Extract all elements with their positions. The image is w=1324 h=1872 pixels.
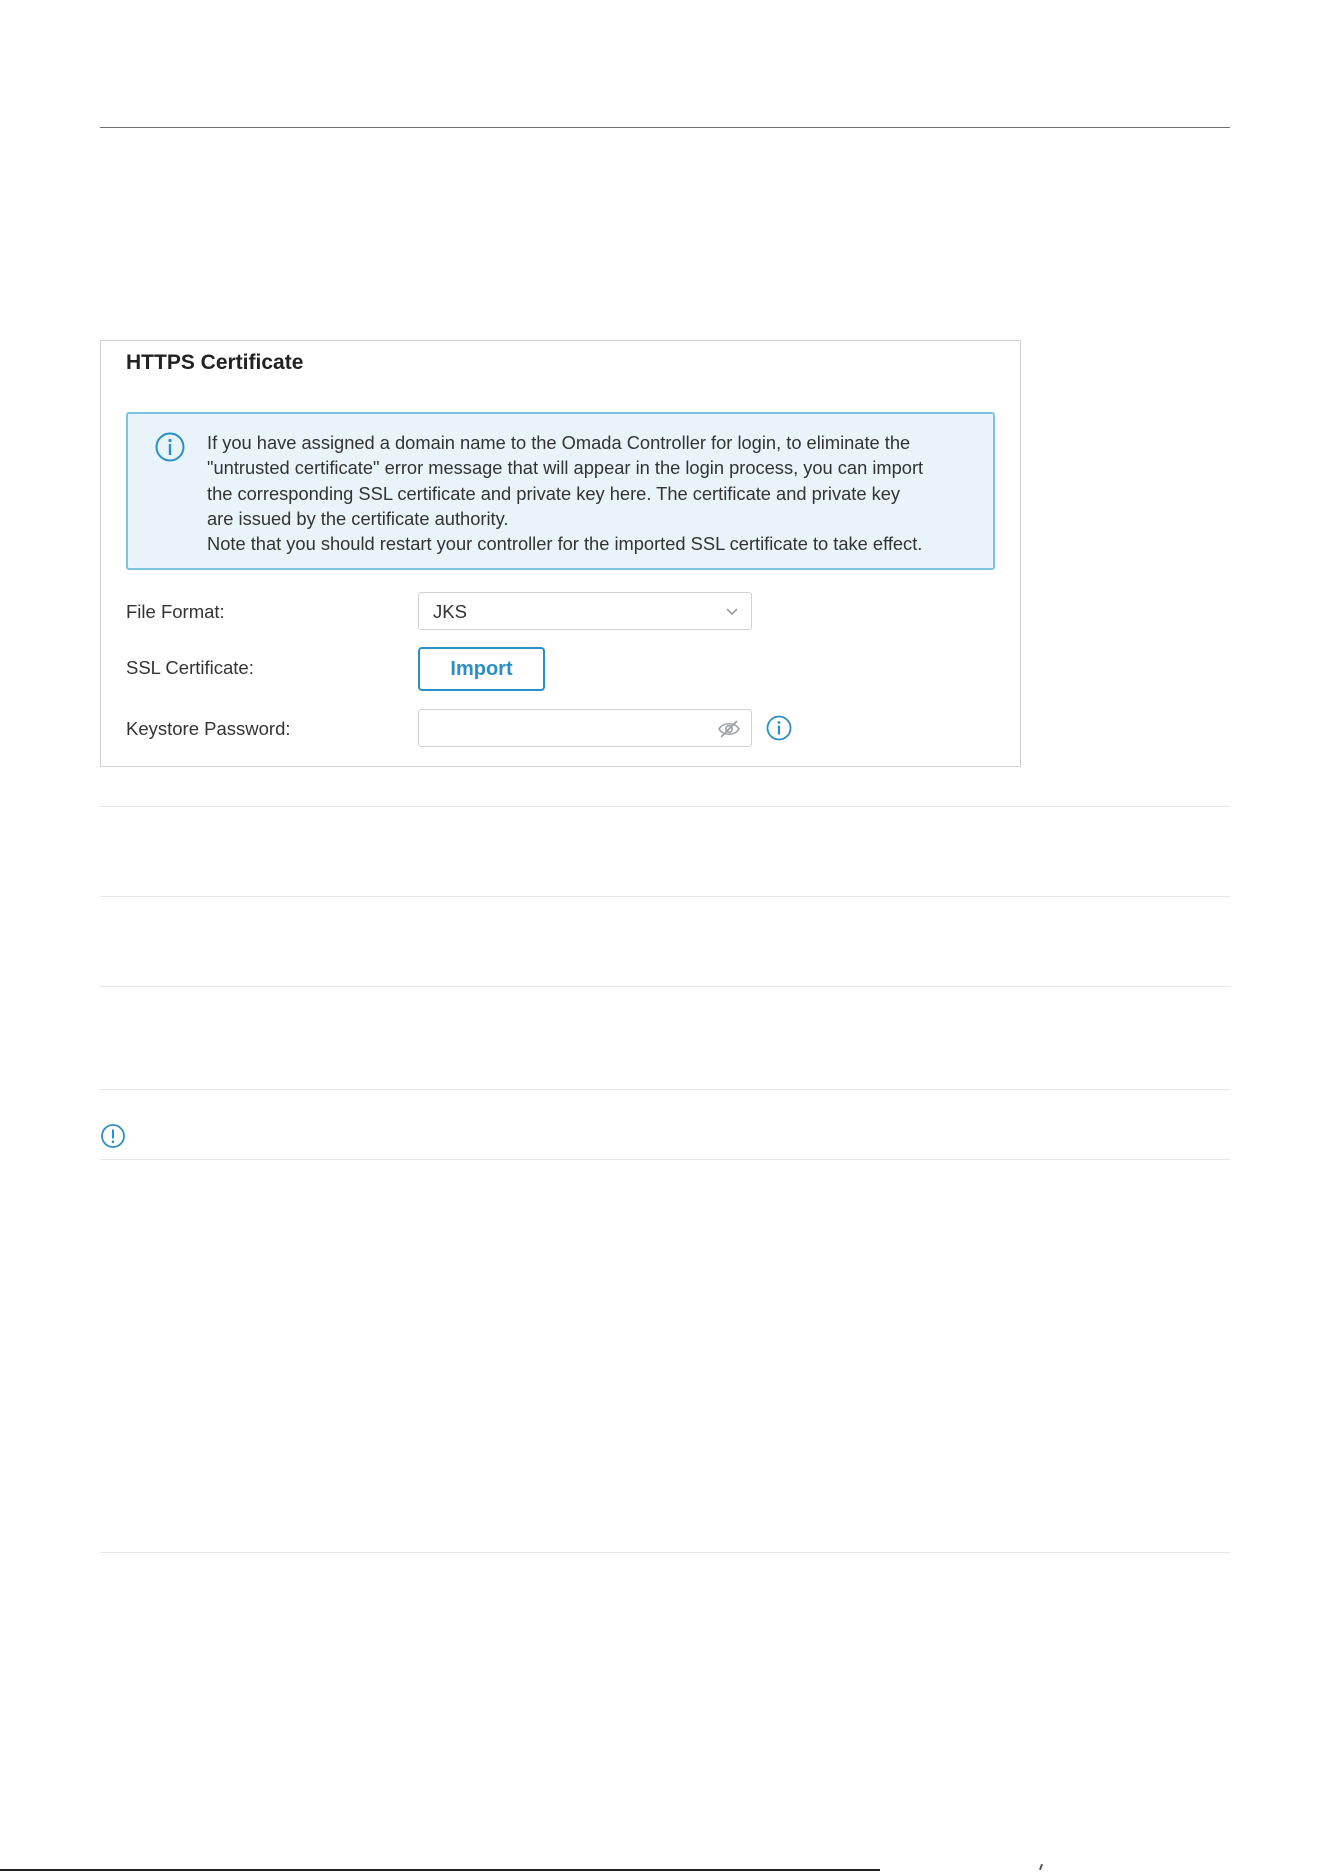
keystore-password-input[interactable] <box>427 714 701 744</box>
footer-rule <box>0 1869 880 1871</box>
file-format-label: File Format: <box>126 601 225 622</box>
info-icon <box>154 431 186 463</box>
ssl-certificate-label: SSL Certificate: <box>126 657 254 678</box>
keystore-password-field <box>418 709 752 747</box>
table-rule <box>100 896 1230 897</box>
info-icon[interactable] <box>765 714 793 742</box>
table-rule <box>100 1159 1230 1160</box>
table-rule <box>100 986 1230 987</box>
notice-line: If you have assigned a domain name to the Omada Controller for login, to eliminate the <box>207 432 911 453</box>
file-format-value: JKS <box>433 601 467 622</box>
table-rule <box>100 1552 1230 1553</box>
https-certificate-panel <box>100 340 1021 767</box>
notice-line: Note that you should restart your controller for the imported SSL certificate to take effect. <box>207 533 923 555</box>
table-rule <box>100 806 1230 807</box>
keystore-password-label: Keystore Password: <box>126 718 291 739</box>
top-rule <box>100 127 1230 128</box>
footer-mark <box>1039 1864 1043 1870</box>
info-notice <box>126 412 995 570</box>
notice-line: are issued by the certificate authority. <box>207 507 509 529</box>
notice-line: the corresponding SSL certificate and private key here. The certificate and private key <box>207 482 901 504</box>
notice-text <box>207 430 987 556</box>
eye-off-icon[interactable] <box>717 719 741 739</box>
notice-line: "untrusted certificate" error message that will appear in the login process, you can import <box>207 457 924 479</box>
table-rule <box>100 1089 1230 1090</box>
chevron-down-icon <box>725 606 739 616</box>
panel-title: HTTPS Certificate <box>126 351 304 374</box>
warning-icon <box>100 1123 126 1149</box>
import-button[interactable]: Import <box>418 647 545 691</box>
file-format-select[interactable] <box>418 592 752 630</box>
